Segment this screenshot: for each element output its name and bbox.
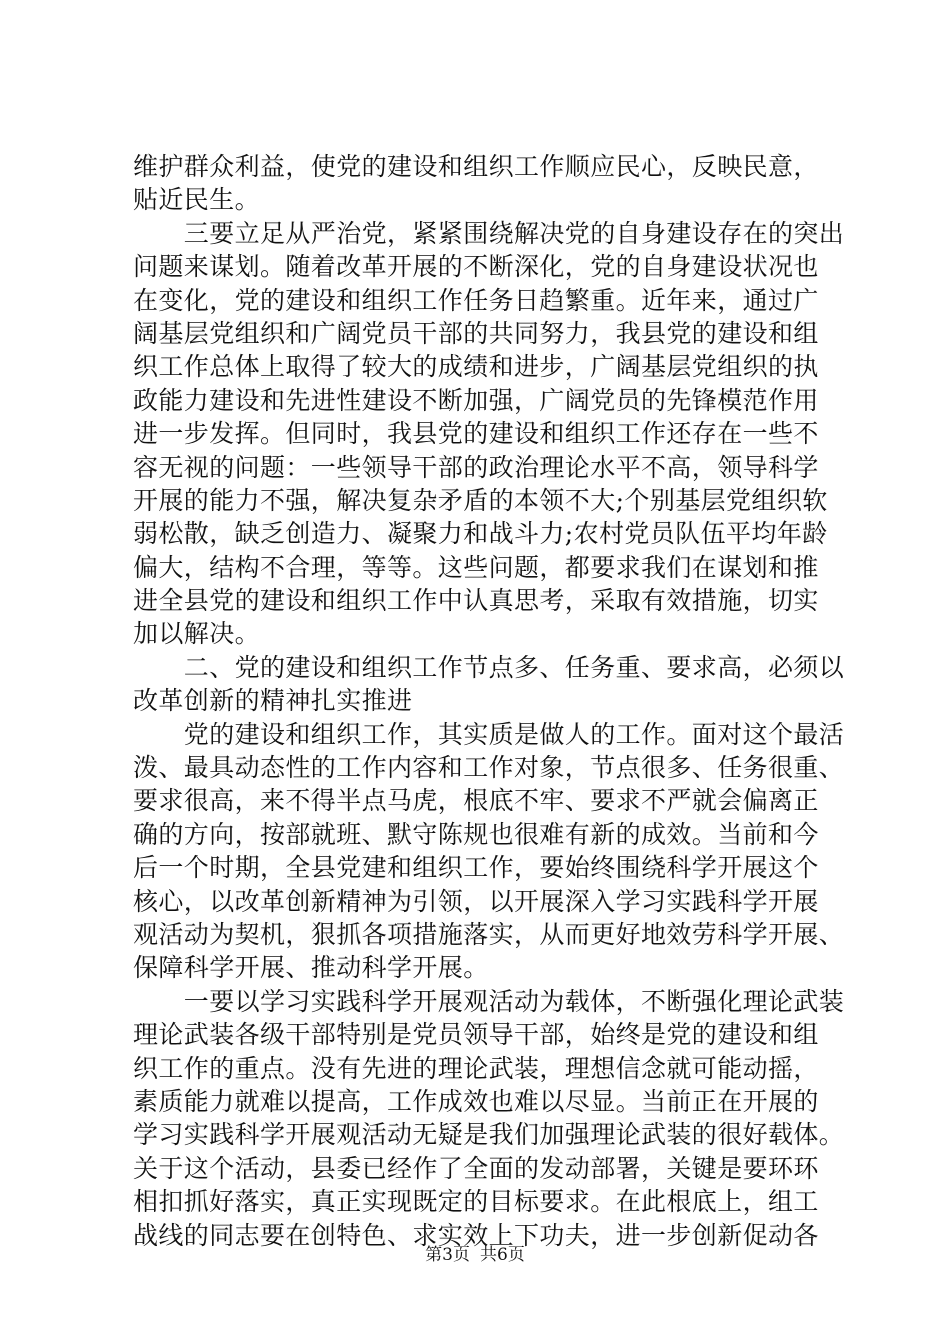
text-line: 理论武装各级干部特别是党员领导干部，始终是党的建设和组 — [133, 1020, 819, 1050]
text-line: 开展的能力不强，解决复杂矛盾的本领不大;个别基层党组织软 — [133, 485, 828, 515]
text-line: 进全县党的建设和组织工作中认真思考，采取有效措施，切实 — [133, 586, 819, 616]
page-number-current: 第3页 — [425, 1245, 470, 1265]
text-line: 三要立足从严治党，紧紧围绕解决党的自身建设存在的突出 — [133, 218, 845, 248]
page-number-total: 共6页 — [480, 1245, 525, 1265]
text-line: 战线的同志要在创特色、求实效上下功夫，进一步创新促动各 — [133, 1220, 819, 1250]
text-line: 织工作总体上取得了较大的成绩和进步，广阔基层党组织的执 — [133, 352, 819, 382]
text-line: 后一个时期，全县党建和组织工作，要始终围绕科学开展这个 — [133, 853, 819, 883]
text-line: 确的方向，按部就班、默守陈规也很难有新的成效。当前和今 — [133, 819, 819, 849]
text-line: 二、党的建设和组织工作节点多、任务重、要求高，必须以 — [133, 652, 845, 682]
text-line: 在变化，党的建设和组织工作任务日趋繁重。近年来，通过广 — [133, 285, 819, 315]
text-line: 阔基层党组织和广阔党员干部的共同努力，我县党的建设和组 — [133, 318, 819, 348]
text-line: 一要以学习实践科学开展观活动为载体，不断强化理论武装 — [133, 986, 845, 1016]
text-line: 泼、最具动态性的工作内容和工作对象，节点很多、任务很重、 — [133, 753, 845, 783]
text-line: 弱松散，缺乏创造力、凝聚力和战斗力;农村党员队伍平均年龄 — [133, 519, 828, 549]
text-line: 保障科学开展、推动科学开展。 — [133, 953, 489, 983]
text-line: 素质能力就难以提高，工作成效也难以尽显。当前正在开展的 — [133, 1086, 819, 1116]
text-line: 织工作的重点。没有先进的理论武装，理想信念就可能动摇， — [133, 1053, 819, 1083]
text-line: 进一步发挥。但同时，我县党的建设和组织工作还存在一些不 — [133, 419, 819, 449]
text-line: 维护群众利益，使党的建设和组织工作顺应民心，反映民意， — [133, 152, 819, 181]
text-line: 偏大，结构不合理，等等。这些问题，都要求我们在谋划和推 — [133, 552, 819, 582]
text-line: 关于这个活动，县委已经作了全面的发动部署，关键是要环环 — [133, 1153, 819, 1183]
text-line: 贴近民生。 — [133, 185, 261, 215]
text-line: 要求很高，来不得半点马虎，根底不牢、要求不严就会偏离正 — [133, 786, 819, 816]
text-line: 改革创新的精神扎实推进 — [133, 686, 413, 716]
text-line: 容无视的问题：一些领导干部的政治理论水平不高，领导科学 — [133, 452, 819, 482]
text-line: 政能力建设和先进性建设不断加强，广阔党员的先锋模范作用 — [133, 385, 819, 415]
text-line: 核心，以改革创新精神为引领，以开展深入学习实践科学开展 — [133, 886, 819, 916]
body-text — [133, 150, 845, 1252]
text-line: 相扣抓好落实，真正实现既定的目标要求。在此根底上，组工 — [133, 1187, 819, 1217]
text-line: 加以解决。 — [133, 619, 261, 649]
text-line: 问题来谋划。随着改革开展的不断深化，党的自身建设状况也 — [133, 252, 819, 282]
page-footer — [0, 1243, 950, 1267]
text-line: 党的建设和组织工作，其实质是做人的工作。面对这个最活 — [133, 719, 845, 749]
text-line: 学习实践科学开展观活动无疑是我们加强理论武装的很好载体。 — [133, 1120, 845, 1150]
text-line: 观活动为契机，狠抓各项措施落实，从而更好地效劳科学开展、 — [133, 919, 845, 949]
